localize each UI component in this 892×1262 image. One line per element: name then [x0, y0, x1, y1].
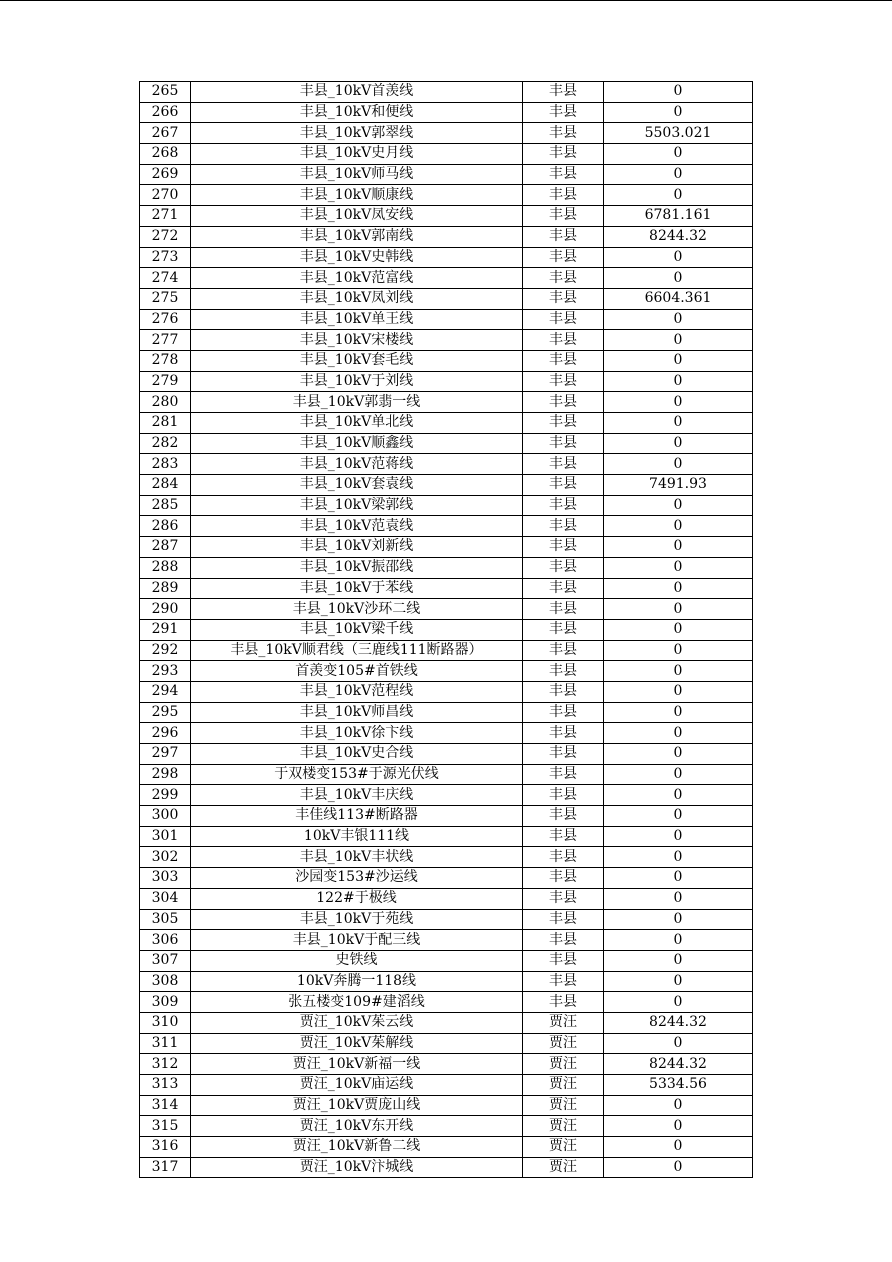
table-row: [140, 888, 753, 909]
value-cell: 0: [604, 888, 753, 909]
value-cell: 0: [604, 164, 753, 185]
table-row: [140, 681, 753, 702]
county-cell: 丰县: [523, 268, 604, 289]
county-cell: 贾汪: [523, 1054, 604, 1075]
county-cell: 丰县: [523, 785, 604, 806]
table-row: [140, 1012, 753, 1033]
value-cell: 6604.361: [604, 288, 753, 309]
row-number-cell: 274: [140, 268, 191, 289]
table-row: [140, 640, 753, 661]
line-name-cell: 贾汪_10kV茱云线: [191, 1012, 523, 1033]
line-name-cell: 首羡变105#首铁线: [191, 661, 523, 682]
table-row: [140, 454, 753, 475]
row-number-cell: 275: [140, 288, 191, 309]
county-cell: 丰县: [523, 350, 604, 371]
line-name-cell: 丰县_10kV郭翠线: [191, 123, 523, 144]
county-cell: 丰县: [523, 288, 604, 309]
value-cell: 8244.32: [604, 1012, 753, 1033]
table-row: [140, 309, 753, 330]
value-cell: 0: [604, 185, 753, 206]
row-number-cell: 309: [140, 992, 191, 1013]
line-name-cell: 丰县_10kV师马线: [191, 164, 523, 185]
county-cell: 丰县: [523, 950, 604, 971]
line-name-cell: 丰县_10kV沙环二线: [191, 599, 523, 620]
county-cell: 丰县: [523, 454, 604, 475]
line-name-cell: 丰县_10kV套毛线: [191, 350, 523, 371]
table-row: [140, 599, 753, 620]
line-name-cell: 丰县_10kV郭南线: [191, 226, 523, 247]
county-cell: 丰县: [523, 82, 604, 103]
county-cell: 丰县: [523, 619, 604, 640]
row-number-cell: 280: [140, 392, 191, 413]
row-number-cell: 317: [140, 1157, 191, 1178]
row-number-cell: 295: [140, 702, 191, 723]
table-row: [140, 371, 753, 392]
value-cell: 0: [604, 992, 753, 1013]
row-number-cell: 276: [140, 309, 191, 330]
line-name-cell: 丰县_10kV刘新线: [191, 537, 523, 558]
value-cell: 0: [604, 930, 753, 951]
value-cell: 0: [604, 909, 753, 930]
row-number-cell: 288: [140, 557, 191, 578]
value-cell: 0: [604, 1137, 753, 1158]
line-name-cell: 沙园变153#沙运线: [191, 868, 523, 889]
row-number-cell: 313: [140, 1075, 191, 1096]
line-name-cell: 贾汪_10kV茱解线: [191, 1033, 523, 1054]
line-name-cell: 丰县_10kV顺鑫线: [191, 433, 523, 454]
table-row: [140, 537, 753, 558]
line-name-cell: 丰县_10kV于苑线: [191, 909, 523, 930]
value-cell: 0: [604, 599, 753, 620]
line-name-cell: 丰县_10kV梁千线: [191, 619, 523, 640]
table-row: [140, 806, 753, 827]
value-cell: 5503.021: [604, 123, 753, 144]
value-cell: 0: [604, 433, 753, 454]
line-name-cell: 122#于极线: [191, 888, 523, 909]
table-row: [140, 350, 753, 371]
county-cell: 贾汪: [523, 1033, 604, 1054]
value-cell: 0: [604, 702, 753, 723]
table-row: [140, 206, 753, 227]
county-cell: 丰县: [523, 495, 604, 516]
table-row: [140, 661, 753, 682]
county-cell: 丰县: [523, 806, 604, 827]
row-number-cell: 315: [140, 1116, 191, 1137]
county-cell: 丰县: [523, 537, 604, 558]
county-cell: 丰县: [523, 433, 604, 454]
line-name-cell: 贾汪_10kV汴城线: [191, 1157, 523, 1178]
county-cell: 丰县: [523, 723, 604, 744]
table-row: [140, 495, 753, 516]
row-number-cell: 298: [140, 764, 191, 785]
value-cell: 0: [604, 309, 753, 330]
line-name-cell: 丰县_10kV凤安线: [191, 206, 523, 227]
line-data-table: [139, 81, 753, 1178]
table-row: [140, 1054, 753, 1075]
county-cell: 丰县: [523, 744, 604, 765]
table-body: [140, 82, 753, 1178]
value-cell: 0: [604, 640, 753, 661]
county-cell: 丰县: [523, 330, 604, 351]
line-name-cell: 贾汪_10kV庙运线: [191, 1075, 523, 1096]
line-name-cell: 丰县_10kV史韩线: [191, 247, 523, 268]
line-name-cell: 张五楼变109#建滔线: [191, 992, 523, 1013]
line-name-cell: 贾汪_10kV新福一线: [191, 1054, 523, 1075]
row-number-cell: 281: [140, 413, 191, 434]
county-cell: 丰县: [523, 557, 604, 578]
table-row: [140, 475, 753, 496]
row-number-cell: 314: [140, 1095, 191, 1116]
line-name-cell: 丰县_10kV史合线: [191, 744, 523, 765]
line-name-cell: 丰县_10kV于配三线: [191, 930, 523, 951]
county-cell: 丰县: [523, 144, 604, 165]
line-name-cell: 丰县_10kV范蒋线: [191, 454, 523, 475]
table-row: [140, 102, 753, 123]
value-cell: 0: [604, 661, 753, 682]
line-name-cell: 丰县_10kV史月线: [191, 144, 523, 165]
table-row: [140, 992, 753, 1013]
table-row: [140, 413, 753, 434]
table-row: [140, 744, 753, 765]
line-name-cell: 丰县_10kV范富线: [191, 268, 523, 289]
row-number-cell: 290: [140, 599, 191, 620]
county-cell: 丰县: [523, 868, 604, 889]
table-row: [140, 1116, 753, 1137]
row-number-cell: 293: [140, 661, 191, 682]
value-cell: 0: [604, 82, 753, 103]
table-row: [140, 578, 753, 599]
county-cell: 丰县: [523, 826, 604, 847]
line-name-cell: 贾汪_10kV贾庞山线: [191, 1095, 523, 1116]
row-number-cell: 272: [140, 226, 191, 247]
county-cell: 丰县: [523, 309, 604, 330]
value-cell: 0: [604, 971, 753, 992]
line-name-cell: 丰县_10kV振邵线: [191, 557, 523, 578]
value-cell: 0: [604, 578, 753, 599]
row-number-cell: 294: [140, 681, 191, 702]
row-number-cell: 285: [140, 495, 191, 516]
county-cell: 丰县: [523, 392, 604, 413]
table-row: [140, 268, 753, 289]
row-number-cell: 289: [140, 578, 191, 599]
table-row: [140, 1075, 753, 1096]
table-row: [140, 516, 753, 537]
value-cell: 0: [604, 371, 753, 392]
county-cell: 丰县: [523, 206, 604, 227]
table-row: [140, 185, 753, 206]
table-row: [140, 847, 753, 868]
table-row: [140, 247, 753, 268]
row-number-cell: 267: [140, 123, 191, 144]
table-row: [140, 144, 753, 165]
county-cell: 丰县: [523, 992, 604, 1013]
value-cell: 7491.93: [604, 475, 753, 496]
table-row: [140, 226, 753, 247]
county-cell: 贾汪: [523, 1095, 604, 1116]
table-row: [140, 164, 753, 185]
table-row: [140, 288, 753, 309]
value-cell: 0: [604, 681, 753, 702]
value-cell: 5334.56: [604, 1075, 753, 1096]
row-number-cell: 273: [140, 247, 191, 268]
row-number-cell: 269: [140, 164, 191, 185]
row-number-cell: 287: [140, 537, 191, 558]
line-name-cell: 丰县_10kV丰状线: [191, 847, 523, 868]
table-row: [140, 909, 753, 930]
table-row: [140, 785, 753, 806]
county-cell: 贾汪: [523, 1137, 604, 1158]
value-cell: 0: [604, 454, 753, 475]
row-number-cell: 277: [140, 330, 191, 351]
value-cell: 0: [604, 723, 753, 744]
county-cell: 丰县: [523, 578, 604, 599]
value-cell: 0: [604, 102, 753, 123]
row-number-cell: 299: [140, 785, 191, 806]
county-cell: 丰县: [523, 764, 604, 785]
table-row: [140, 82, 753, 103]
county-cell: 贾汪: [523, 1157, 604, 1178]
value-cell: 8244.32: [604, 1054, 753, 1075]
row-number-cell: 316: [140, 1137, 191, 1158]
row-number-cell: 279: [140, 371, 191, 392]
row-number-cell: 296: [140, 723, 191, 744]
value-cell: 0: [604, 516, 753, 537]
row-number-cell: 301: [140, 826, 191, 847]
value-cell: 0: [604, 1116, 753, 1137]
row-number-cell: 305: [140, 909, 191, 930]
value-cell: 0: [604, 1095, 753, 1116]
value-cell: 0: [604, 557, 753, 578]
value-cell: 0: [604, 744, 753, 765]
table-row: [140, 1033, 753, 1054]
line-name-cell: 丰县_10kV于刘线: [191, 371, 523, 392]
table-row: [140, 1137, 753, 1158]
value-cell: 6781.161: [604, 206, 753, 227]
line-name-cell: 贾汪_10kV新鲁二线: [191, 1137, 523, 1158]
line-name-cell: 丰县_10kV单王线: [191, 309, 523, 330]
value-cell: 0: [604, 144, 753, 165]
row-number-cell: 282: [140, 433, 191, 454]
row-number-cell: 283: [140, 454, 191, 475]
line-name-cell: 丰县_10kV和便线: [191, 102, 523, 123]
table-row: [140, 971, 753, 992]
county-cell: 丰县: [523, 702, 604, 723]
county-cell: 丰县: [523, 226, 604, 247]
value-cell: 8244.32: [604, 226, 753, 247]
row-number-cell: 307: [140, 950, 191, 971]
value-cell: 0: [604, 868, 753, 889]
value-cell: 0: [604, 268, 753, 289]
value-cell: 0: [604, 392, 753, 413]
line-name-cell: 丰县_10kV梁郭线: [191, 495, 523, 516]
row-number-cell: 265: [140, 82, 191, 103]
county-cell: 丰县: [523, 102, 604, 123]
value-cell: 0: [604, 806, 753, 827]
county-cell: 丰县: [523, 123, 604, 144]
value-cell: 0: [604, 950, 753, 971]
county-cell: 丰县: [523, 185, 604, 206]
county-cell: 丰县: [523, 930, 604, 951]
row-number-cell: 308: [140, 971, 191, 992]
county-cell: 丰县: [523, 247, 604, 268]
value-cell: 0: [604, 1157, 753, 1178]
table-row: [140, 723, 753, 744]
row-number-cell: 312: [140, 1054, 191, 1075]
value-cell: 0: [604, 847, 753, 868]
row-number-cell: 297: [140, 744, 191, 765]
table-row: [140, 930, 753, 951]
county-cell: 丰县: [523, 909, 604, 930]
table-row: [140, 392, 753, 413]
row-number-cell: 292: [140, 640, 191, 661]
row-number-cell: 268: [140, 144, 191, 165]
county-cell: 丰县: [523, 371, 604, 392]
row-number-cell: 303: [140, 868, 191, 889]
value-cell: 0: [604, 495, 753, 516]
value-cell: 0: [604, 826, 753, 847]
line-name-cell: 贾汪_10kV东开线: [191, 1116, 523, 1137]
row-number-cell: 306: [140, 930, 191, 951]
line-name-cell: 丰佳线113#断路器: [191, 806, 523, 827]
value-cell: 0: [604, 413, 753, 434]
value-cell: 0: [604, 330, 753, 351]
table-row: [140, 702, 753, 723]
line-name-cell: 丰县_10kV首羡线: [191, 82, 523, 103]
county-cell: 丰县: [523, 971, 604, 992]
line-name-cell: 丰县_10kV于苯线: [191, 578, 523, 599]
table-row: [140, 619, 753, 640]
table-row: [140, 330, 753, 351]
line-name-cell: 史铁线: [191, 950, 523, 971]
county-cell: 丰县: [523, 413, 604, 434]
row-number-cell: 304: [140, 888, 191, 909]
table-row: [140, 826, 753, 847]
county-cell: 丰县: [523, 888, 604, 909]
county-cell: 贾汪: [523, 1116, 604, 1137]
row-number-cell: 291: [140, 619, 191, 640]
row-number-cell: 284: [140, 475, 191, 496]
row-number-cell: 278: [140, 350, 191, 371]
row-number-cell: 286: [140, 516, 191, 537]
table-row: [140, 950, 753, 971]
county-cell: 丰县: [523, 164, 604, 185]
value-cell: 0: [604, 1033, 753, 1054]
county-cell: 贾汪: [523, 1075, 604, 1096]
value-cell: 0: [604, 537, 753, 558]
line-name-cell: 10kV丰银111线: [191, 826, 523, 847]
line-name-cell: 于双楼变153#于源光伏线: [191, 764, 523, 785]
line-name-cell: 丰县_10kV郭翡一线: [191, 392, 523, 413]
value-cell: 0: [604, 764, 753, 785]
county-cell: 丰县: [523, 661, 604, 682]
table-row: [140, 764, 753, 785]
line-name-cell: 10kV奔腾一118线: [191, 971, 523, 992]
line-name-cell: 丰县_10kV单北线: [191, 413, 523, 434]
table-row: [140, 1095, 753, 1116]
county-cell: 丰县: [523, 475, 604, 496]
row-number-cell: 300: [140, 806, 191, 827]
page-top-rule: [0, 0, 892, 1]
row-number-cell: 311: [140, 1033, 191, 1054]
county-cell: 丰县: [523, 640, 604, 661]
table-row: [140, 433, 753, 454]
line-name-cell: 丰县_10kV套袁线: [191, 475, 523, 496]
county-cell: 丰县: [523, 516, 604, 537]
county-cell: 丰县: [523, 599, 604, 620]
county-cell: 贾汪: [523, 1012, 604, 1033]
county-cell: 丰县: [523, 847, 604, 868]
line-name-cell: 丰县_10kV顺君线（三鹿线111断路器）: [191, 640, 523, 661]
row-number-cell: 270: [140, 185, 191, 206]
table-row: [140, 123, 753, 144]
line-name-cell: 丰县_10kV师昌线: [191, 702, 523, 723]
value-cell: 0: [604, 350, 753, 371]
line-name-cell: 丰县_10kV范袁线: [191, 516, 523, 537]
row-number-cell: 271: [140, 206, 191, 227]
line-name-cell: 丰县_10kV范程线: [191, 681, 523, 702]
line-name-cell: 丰县_10kV徐卞线: [191, 723, 523, 744]
row-number-cell: 302: [140, 847, 191, 868]
value-cell: 0: [604, 785, 753, 806]
row-number-cell: 310: [140, 1012, 191, 1033]
line-name-cell: 丰县_10kV宋楼线: [191, 330, 523, 351]
line-name-cell: 丰县_10kV丰庆线: [191, 785, 523, 806]
row-number-cell: 266: [140, 102, 191, 123]
table-row: [140, 1157, 753, 1178]
line-name-cell: 丰县_10kV顺康线: [191, 185, 523, 206]
county-cell: 丰县: [523, 681, 604, 702]
table-row: [140, 868, 753, 889]
value-cell: 0: [604, 619, 753, 640]
value-cell: 0: [604, 247, 753, 268]
line-name-cell: 丰县_10kV凤刘线: [191, 288, 523, 309]
table-row: [140, 557, 753, 578]
